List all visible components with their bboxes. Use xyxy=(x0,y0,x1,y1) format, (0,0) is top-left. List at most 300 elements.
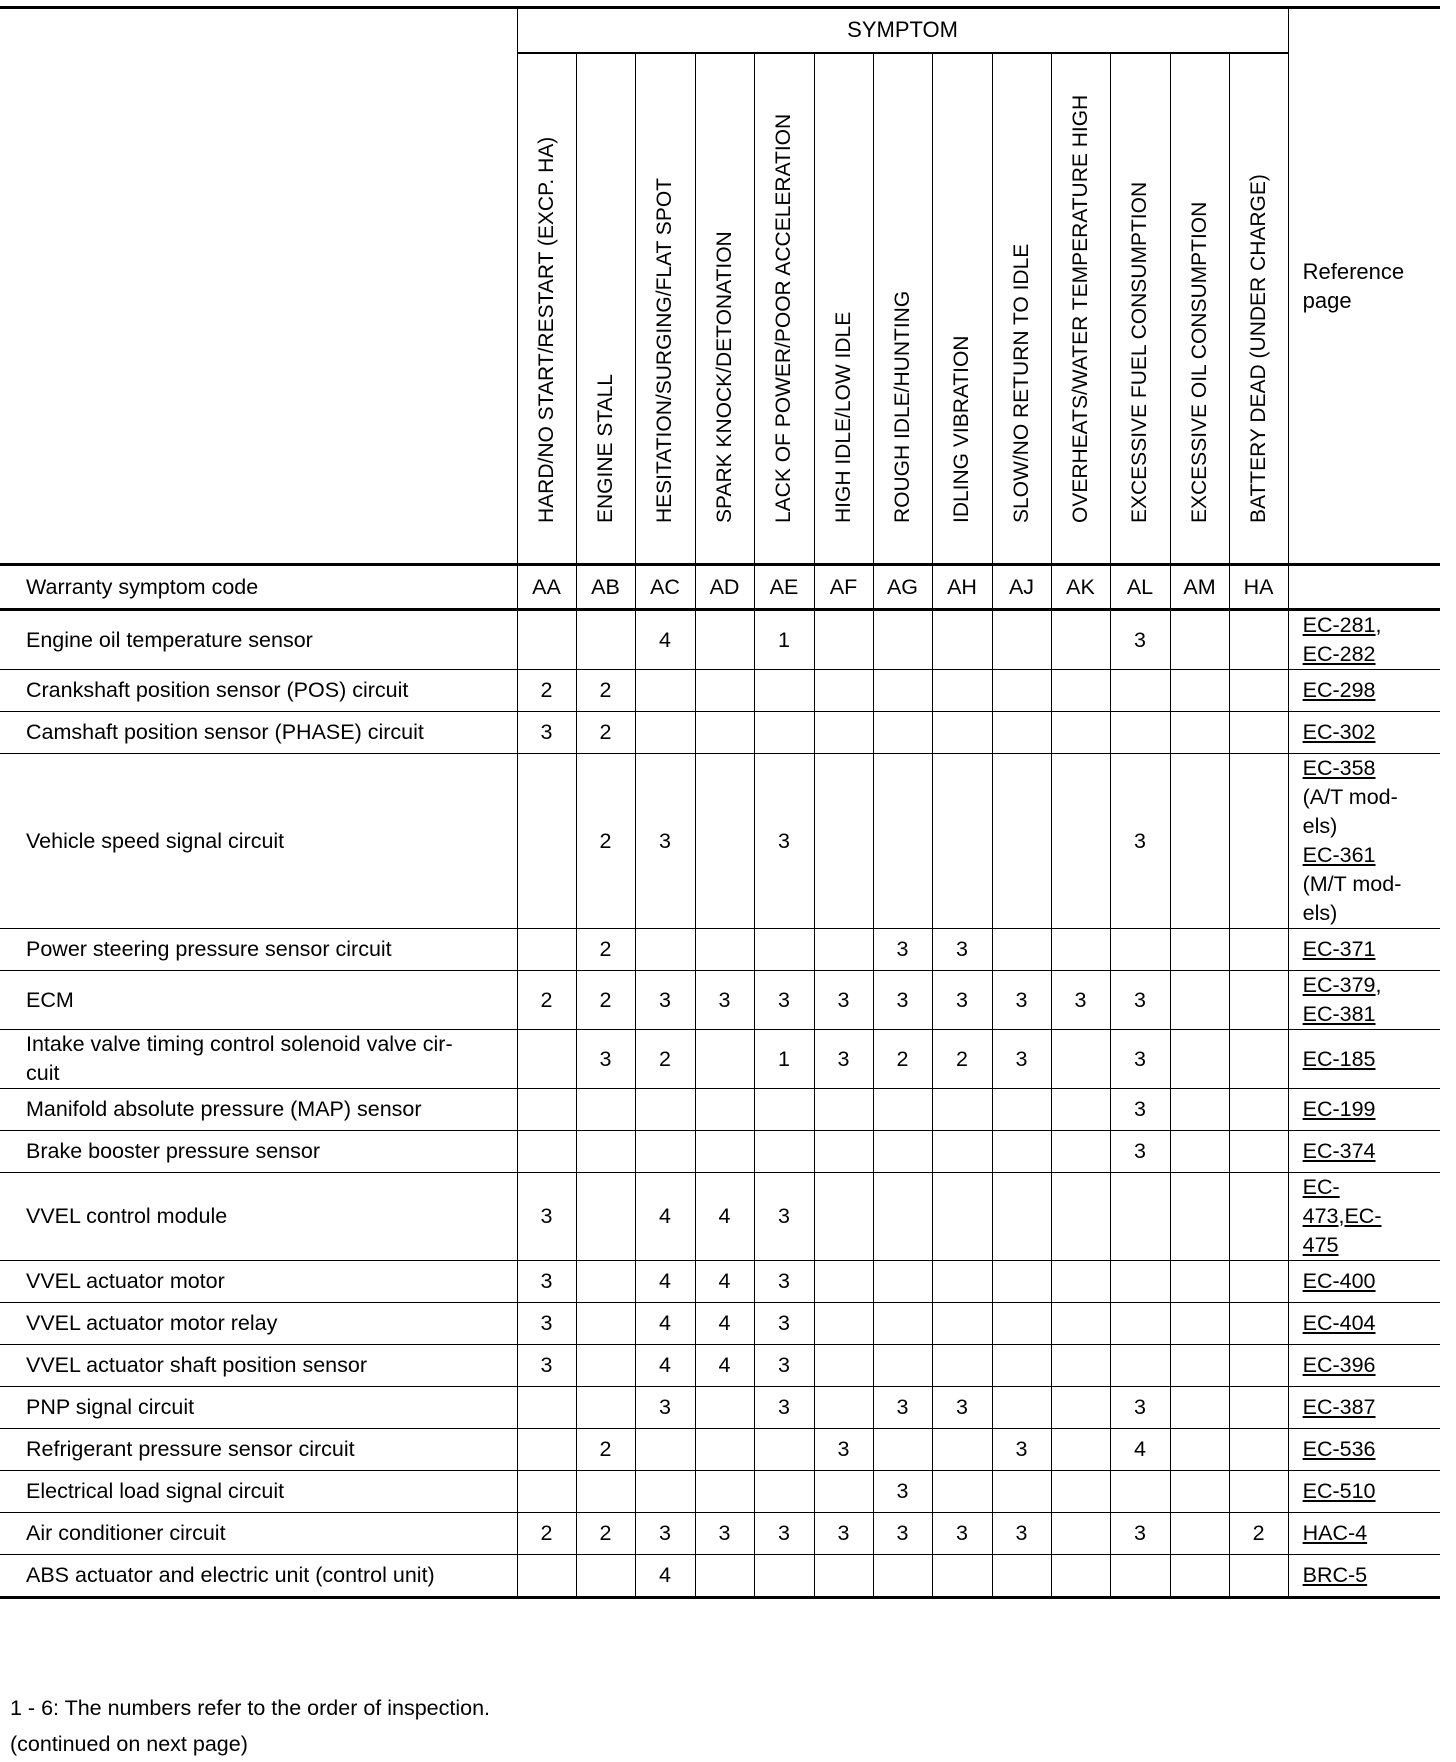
inspection-order-cell: 3 xyxy=(1110,610,1170,670)
inspection-order-cell: 4 xyxy=(635,1345,695,1387)
inspection-order-cell xyxy=(576,1131,635,1173)
inspection-order-cell xyxy=(517,610,576,670)
inspection-order-cell xyxy=(1170,1131,1229,1173)
inspection-order-cell xyxy=(873,1345,932,1387)
inspection-order-cell xyxy=(814,754,873,929)
reference-page-cell xyxy=(1288,670,1440,712)
continued-note: (continued on next page) xyxy=(10,1732,248,1756)
inspection-order-cell: 2 xyxy=(932,1030,992,1089)
inspection-order-cell xyxy=(932,1429,992,1471)
inspection-order-cell xyxy=(576,1345,635,1387)
reference-link[interactable]: EC-374 xyxy=(1302,1139,1376,1163)
inspection-order-cell xyxy=(1229,1089,1288,1131)
inspection-order-cell: 4 xyxy=(635,1173,695,1261)
reference-page-cell xyxy=(1288,610,1440,670)
inspection-order-cell: 4 xyxy=(635,1261,695,1303)
component-label: VVEL control module xyxy=(0,1173,517,1261)
symptom-matrix-table xyxy=(0,8,1440,1599)
inspection-order-cell: 3 xyxy=(754,1387,814,1429)
reference-page-cell xyxy=(1288,1089,1440,1131)
table-row xyxy=(0,1089,1440,1131)
table-row xyxy=(0,610,1440,670)
inspection-order-cell xyxy=(695,1089,754,1131)
component-label: Brake booster pressure sensor xyxy=(0,1131,517,1173)
inspection-order-cell xyxy=(814,1261,873,1303)
inspection-order-cell xyxy=(814,1131,873,1173)
component-label: Electrical load signal circuit xyxy=(0,1471,517,1513)
table-row xyxy=(0,1261,1440,1303)
reference-text: , xyxy=(1375,973,1382,997)
reference-page-cell xyxy=(1288,1345,1440,1387)
reference-link[interactable]: EC-282 xyxy=(1302,642,1376,666)
reference-page-cell xyxy=(1288,1173,1440,1261)
symptom-column-header xyxy=(695,53,754,565)
inspection-order-cell xyxy=(814,1089,873,1131)
inspection-order-cell xyxy=(517,1030,576,1089)
inspection-order-cell: 3 xyxy=(754,1303,814,1345)
inspection-order-cell xyxy=(576,1303,635,1345)
inspection-order-cell xyxy=(873,712,932,754)
reference-text: , xyxy=(1338,1204,1345,1228)
inspection-order-cell: 3 xyxy=(932,1513,992,1555)
inspection-order-cell: 3 xyxy=(873,1471,932,1513)
inspection-order-cell xyxy=(1051,1131,1110,1173)
reference-text: (A/T mod- xyxy=(1302,785,1398,809)
inspection-order-cell xyxy=(1110,929,1170,971)
inspection-order-cell xyxy=(695,670,754,712)
component-label: ABS actuator and electric unit (control unit) xyxy=(0,1555,517,1598)
inspection-order-cell xyxy=(576,1261,635,1303)
symptom-name: HARD/NO START/RESTART (EXCP. HA) xyxy=(534,136,558,523)
inspection-order-cell xyxy=(1229,1471,1288,1513)
symptom-name: BATTERY DEAD (UNDER CHARGE) xyxy=(1246,174,1270,523)
inspection-order-cell xyxy=(873,1303,932,1345)
warranty-code: AG xyxy=(873,565,932,610)
inspection-order-cell xyxy=(873,1429,932,1471)
inspection-order-cell xyxy=(695,754,754,929)
inspection-order-cell: 3 xyxy=(873,1513,932,1555)
inspection-order-cell xyxy=(1229,1387,1288,1429)
symptom-column-header xyxy=(517,53,576,565)
inspection-order-cell xyxy=(1170,1173,1229,1261)
inspection-order-cell: 2 xyxy=(576,670,635,712)
table-row xyxy=(0,971,1440,1030)
table-row xyxy=(0,1555,1440,1598)
reference-page-header: Reference page xyxy=(1288,8,1440,565)
inspection-order-cell xyxy=(1229,1131,1288,1173)
inspection-order-cell: 3 xyxy=(635,1513,695,1555)
inspection-order-cell xyxy=(814,670,873,712)
inspection-order-cell xyxy=(1110,670,1170,712)
symptom-name: EXCESSIVE OIL CONSUMPTION xyxy=(1187,201,1211,523)
table-row xyxy=(0,712,1440,754)
reference-page-cell xyxy=(1288,971,1440,1030)
warranty-code: AC xyxy=(635,565,695,610)
inspection-order-cell xyxy=(576,610,635,670)
inspection-order-cell: 4 xyxy=(695,1173,754,1261)
table-row xyxy=(0,1131,1440,1173)
reference-link[interactable]: EC-371 xyxy=(1302,937,1376,961)
table-row xyxy=(0,1429,1440,1471)
inspection-order-cell xyxy=(932,1555,992,1598)
reference-text: (M/T mod- xyxy=(1302,872,1402,896)
inspection-order-cell xyxy=(932,1471,992,1513)
inspection-order-cell xyxy=(814,929,873,971)
reference-link[interactable]: EC-358 xyxy=(1302,756,1376,780)
reference-page-cell xyxy=(1288,712,1440,754)
inspection-order-cell xyxy=(992,754,1051,929)
inspection-order-cell: 4 xyxy=(1110,1429,1170,1471)
inspection-order-cell: 3 xyxy=(814,1030,873,1089)
inspection-order-cell xyxy=(1170,1345,1229,1387)
reference-page-cell xyxy=(1288,1303,1440,1345)
inspection-order-cell xyxy=(1229,1303,1288,1345)
inspection-order-cell xyxy=(754,929,814,971)
component-label: Engine oil temperature sensor xyxy=(0,610,517,670)
symptom-column-header xyxy=(1110,53,1170,565)
inspection-order-cell xyxy=(992,712,1051,754)
inspection-order-cell: 4 xyxy=(695,1345,754,1387)
symptom-name: IDLING VIBRATION xyxy=(950,335,973,523)
inspection-order-cell: 2 xyxy=(517,1513,576,1555)
inspection-order-cell: 3 xyxy=(1110,1387,1170,1429)
inspection-order-cell xyxy=(1170,1513,1229,1555)
inspection-order-cell: 3 xyxy=(992,1513,1051,1555)
symptom-column-header xyxy=(992,53,1051,565)
reference-link[interactable]: EC-396 xyxy=(1302,1353,1376,1377)
inspection-order-cell: 4 xyxy=(635,1555,695,1598)
reference-link[interactable]: EC-199 xyxy=(1302,1097,1376,1121)
reference-link[interactable]: EC-281 xyxy=(1302,613,1376,637)
component-label: VVEL actuator motor relay xyxy=(0,1303,517,1345)
reference-link[interactable]: EC-536 xyxy=(1302,1437,1376,1461)
inspection-order-cell xyxy=(695,1387,754,1429)
inspection-order-cell: 2 xyxy=(576,929,635,971)
warranty-code: AB xyxy=(576,565,635,610)
inspection-order-cell xyxy=(1051,670,1110,712)
inspection-order-cell xyxy=(992,929,1051,971)
inspection-order-cell xyxy=(1229,1429,1288,1471)
inspection-order-cell: 2 xyxy=(576,1513,635,1555)
inspection-order-cell xyxy=(754,1429,814,1471)
reference-link[interactable]: EC- xyxy=(1302,1175,1340,1199)
inspection-order-cell: 4 xyxy=(635,1303,695,1345)
inspection-order-cell xyxy=(1051,1030,1110,1089)
reference-link[interactable]: EC-302 xyxy=(1302,720,1376,744)
inspection-order-cell xyxy=(754,1555,814,1598)
inspection-order-cell: 2 xyxy=(576,754,635,929)
inspection-order-cell xyxy=(517,1387,576,1429)
inspection-order-cell xyxy=(1051,1513,1110,1555)
inspection-order-cell xyxy=(754,670,814,712)
inspection-order-cell xyxy=(992,1555,1051,1598)
inspection-order-cell xyxy=(635,1471,695,1513)
inspection-order-cell: 3 xyxy=(517,1345,576,1387)
inspection-order-cell xyxy=(1110,1471,1170,1513)
inspection-order-cell xyxy=(754,1471,814,1513)
inspection-order-cell xyxy=(932,1261,992,1303)
symptom-column-header xyxy=(1051,53,1110,565)
inspection-order-cell xyxy=(695,1131,754,1173)
inspection-order-cell xyxy=(1051,1387,1110,1429)
inspection-order-cell xyxy=(1110,1345,1170,1387)
component-label: Refrigerant pressure sensor circuit xyxy=(0,1429,517,1471)
inspection-order-cell xyxy=(635,1131,695,1173)
inspection-order-cell: 3 xyxy=(932,971,992,1030)
inspection-order-cell xyxy=(635,929,695,971)
inspection-order-cell xyxy=(992,670,1051,712)
reference-page-cell xyxy=(1288,1387,1440,1429)
symptom-name: ENGINE STALL xyxy=(593,374,617,523)
table-row xyxy=(0,670,1440,712)
table-row xyxy=(0,1471,1440,1513)
inspection-order-cell: 2 xyxy=(576,1429,635,1471)
inspection-order-cell xyxy=(635,1089,695,1131)
reference-link[interactable]: EC-379 xyxy=(1302,973,1376,997)
warranty-code: AE xyxy=(754,565,814,610)
inspection-order-cell xyxy=(1170,1261,1229,1303)
inspection-order-cell: 3 xyxy=(754,1173,814,1261)
inspection-order-cell xyxy=(754,1089,814,1131)
inspection-order-cell xyxy=(873,670,932,712)
inspection-order-cell: 2 xyxy=(635,1030,695,1089)
inspection-order-cell: 3 xyxy=(992,1030,1051,1089)
inspection-order-cell xyxy=(754,712,814,754)
reference-page-cell xyxy=(1288,754,1440,929)
inspection-order-cell xyxy=(814,1387,873,1429)
reference-page-cell xyxy=(1288,1471,1440,1513)
table-row xyxy=(0,1387,1440,1429)
table-row xyxy=(0,1030,1440,1089)
inspection-order-cell xyxy=(992,1131,1051,1173)
reference-link[interactable]: BRC-5 xyxy=(1302,1563,1368,1587)
reference-link[interactable]: EC-298 xyxy=(1302,678,1376,702)
inspection-order-cell: 3 xyxy=(695,1513,754,1555)
inspection-order-cell: 4 xyxy=(695,1261,754,1303)
inspection-order-cell: 2 xyxy=(517,971,576,1030)
inspection-order-cell xyxy=(1110,1261,1170,1303)
inspection-order-cell xyxy=(576,1173,635,1261)
inspection-order-cell xyxy=(1229,712,1288,754)
inspection-order-cell: 3 xyxy=(814,1513,873,1555)
inspection-order-cell xyxy=(1051,754,1110,929)
inspection-order-cell xyxy=(932,1089,992,1131)
reference-link[interactable]: EC- xyxy=(1344,1204,1382,1228)
warranty-code-row xyxy=(0,565,1440,610)
component-label: Vehicle speed signal circuit xyxy=(0,754,517,929)
warranty-code: AJ xyxy=(992,565,1051,610)
inspection-order-cell xyxy=(635,670,695,712)
table-row xyxy=(0,929,1440,971)
inspection-order-cell xyxy=(517,754,576,929)
warranty-code: AK xyxy=(1051,565,1110,610)
reference-page-cell xyxy=(1288,1429,1440,1471)
reference-link[interactable]: HAC-4 xyxy=(1302,1521,1368,1545)
table-row xyxy=(0,1173,1440,1261)
symptom-name: ROUGH IDLE/HUNTING xyxy=(890,290,914,523)
inspection-order-cell xyxy=(576,1555,635,1598)
symptom-name: SLOW/NO RETURN TO IDLE xyxy=(1009,243,1033,523)
inspection-order-cell xyxy=(932,1173,992,1261)
inspection-order-cell xyxy=(873,1555,932,1598)
symptom-column-header xyxy=(932,53,992,565)
warranty-code: AF xyxy=(814,565,873,610)
inspection-order-cell xyxy=(517,1471,576,1513)
inspection-order-cell: 2 xyxy=(873,1030,932,1089)
inspection-order-cell xyxy=(1110,1303,1170,1345)
inspection-order-cell: 3 xyxy=(517,712,576,754)
component-label: Camshaft position sensor (PHASE) circuit xyxy=(0,712,517,754)
inspection-order-cell xyxy=(1229,754,1288,929)
inspection-order-cell xyxy=(932,1345,992,1387)
inspection-order-cell xyxy=(1229,670,1288,712)
inspection-order-cell xyxy=(932,670,992,712)
reference-page-cell xyxy=(1288,1555,1440,1598)
inspection-order-cell: 3 xyxy=(814,1429,873,1471)
component-label: ECM xyxy=(0,971,517,1030)
component-label: Crankshaft position sensor (POS) circuit xyxy=(0,670,517,712)
reference-page-cell xyxy=(1288,1513,1440,1555)
inspection-order-cell xyxy=(1229,1173,1288,1261)
inspection-order-cell: 3 xyxy=(1110,1089,1170,1131)
inspection-order-cell xyxy=(1110,1555,1170,1598)
symptom-column-header xyxy=(1170,53,1229,565)
table-row xyxy=(0,1303,1440,1345)
inspection-order-cell xyxy=(1051,929,1110,971)
inspection-order-cell xyxy=(695,1429,754,1471)
inspection-order-cell xyxy=(1170,1471,1229,1513)
inspection-order-cell xyxy=(695,1030,754,1089)
inspection-order-cell xyxy=(992,1387,1051,1429)
inspection-order-cell: 3 xyxy=(1110,1030,1170,1089)
inspection-order-cell xyxy=(814,1345,873,1387)
inspection-order-cell: 3 xyxy=(754,971,814,1030)
table-row xyxy=(0,1513,1440,1555)
inspection-order-cell xyxy=(992,1471,1051,1513)
reference-text: els) xyxy=(1302,814,1338,838)
inspection-order-cell xyxy=(1229,971,1288,1030)
inspection-order-cell xyxy=(695,1471,754,1513)
inspection-order-cell xyxy=(1170,670,1229,712)
inspection-order-cell: 3 xyxy=(1110,1513,1170,1555)
warranty-code: AA xyxy=(517,565,576,610)
inspection-order-cell: 3 xyxy=(517,1303,576,1345)
inspection-order-cell xyxy=(932,712,992,754)
inspection-order-cell xyxy=(1051,1345,1110,1387)
inspection-order-cell xyxy=(576,1089,635,1131)
reference-link[interactable]: EC-185 xyxy=(1302,1046,1376,1071)
corner-cell xyxy=(0,8,517,565)
inspection-order-cell xyxy=(517,1089,576,1131)
inspection-order-cell xyxy=(517,1131,576,1173)
reference-text: els) xyxy=(1302,901,1338,925)
symptom-name: EXCESSIVE FUEL CONSUMPTION xyxy=(1128,181,1151,523)
inspection-order-cell xyxy=(1051,1089,1110,1131)
inspection-order-cell: 3 xyxy=(992,971,1051,1030)
inspection-order-cell: 3 xyxy=(1110,1131,1170,1173)
inspection-order-cell: 3 xyxy=(873,1387,932,1429)
inspection-order-cell xyxy=(576,1387,635,1429)
inspection-order-cell xyxy=(1051,1173,1110,1261)
inspection-order-cell xyxy=(1170,610,1229,670)
inspection-order-cell: 3 xyxy=(517,1261,576,1303)
symptom-column-header xyxy=(873,53,932,565)
inspection-order-cell xyxy=(1170,1303,1229,1345)
inspection-order-cell xyxy=(992,610,1051,670)
inspection-order-cell xyxy=(1051,1429,1110,1471)
inspection-order-cell xyxy=(1051,1261,1110,1303)
footnotes xyxy=(10,1690,490,1762)
inspection-order-cell xyxy=(992,1345,1051,1387)
inspection-order-cell xyxy=(1229,1345,1288,1387)
warranty-code: AM xyxy=(1170,565,1229,610)
inspection-order-cell xyxy=(695,929,754,971)
reference-link[interactable]: EC-381 xyxy=(1302,1002,1376,1026)
inspection-order-cell xyxy=(814,712,873,754)
inspection-order-cell xyxy=(1170,1089,1229,1131)
inspection-order-cell: 2 xyxy=(576,971,635,1030)
inspection-order-cell xyxy=(1170,1030,1229,1089)
inspection-order-cell: 3 xyxy=(873,929,932,971)
inspection-order-cell xyxy=(873,1261,932,1303)
inspection-order-cell xyxy=(576,1471,635,1513)
reference-page-cell xyxy=(1288,1131,1440,1173)
inspection-order-cell: 2 xyxy=(576,712,635,754)
symptom-table-wrapper xyxy=(0,8,1440,1599)
reference-link[interactable]: EC-404 xyxy=(1302,1311,1376,1335)
inspection-order-cell xyxy=(517,929,576,971)
inspection-order-cell xyxy=(635,712,695,754)
reference-link[interactable]: EC-387 xyxy=(1302,1395,1376,1419)
inspection-order-cell xyxy=(873,610,932,670)
inspection-order-cell xyxy=(814,1471,873,1513)
inspection-order-cell xyxy=(1051,1555,1110,1598)
warranty-code: HA xyxy=(1229,565,1288,610)
inspection-order-cell xyxy=(873,1089,932,1131)
inspection-order-cell xyxy=(1110,712,1170,754)
reference-link[interactable]: EC-400 xyxy=(1302,1269,1376,1293)
inspection-order-cell xyxy=(1229,929,1288,971)
symptom-column-header xyxy=(1229,53,1288,565)
inspection-order-cell xyxy=(992,1173,1051,1261)
reference-link[interactable]: EC-510 xyxy=(1302,1479,1376,1503)
symptom-name: OVERHEATS/WATER TEMPERATURE HIGH xyxy=(1068,94,1092,523)
inspection-order-cell: 3 xyxy=(635,971,695,1030)
reference-link[interactable]: 475 xyxy=(1302,1233,1339,1257)
inspection-order-cell xyxy=(814,1303,873,1345)
symptom-name: HESITATION/SURGING/FLAT SPOT xyxy=(653,178,676,523)
inspection-order-cell xyxy=(932,1131,992,1173)
inspection-order-cell xyxy=(1229,1555,1288,1598)
inspection-order-cell xyxy=(873,1173,932,1261)
component-label: Manifold absolute pressure (MAP) sensor xyxy=(0,1089,517,1131)
inspection-order-cell xyxy=(1170,971,1229,1030)
reference-link[interactable]: EC-361 xyxy=(1302,843,1376,867)
inspection-order-cell xyxy=(1170,712,1229,754)
inspection-order-cell xyxy=(695,712,754,754)
inspection-order-cell xyxy=(1051,1303,1110,1345)
inspection-order-cell: 3 xyxy=(635,754,695,929)
table-row xyxy=(0,754,1440,929)
component-label: VVEL actuator motor xyxy=(0,1261,517,1303)
inspection-order-cell: 3 xyxy=(517,1173,576,1261)
inspection-order-cell xyxy=(635,1429,695,1471)
inspection-order-cell xyxy=(814,610,873,670)
inspection-order-cell xyxy=(1051,712,1110,754)
inspection-order-cell: 3 xyxy=(932,1387,992,1429)
reference-page-cell xyxy=(1288,1261,1440,1303)
reference-link[interactable]: 473 xyxy=(1302,1204,1339,1228)
